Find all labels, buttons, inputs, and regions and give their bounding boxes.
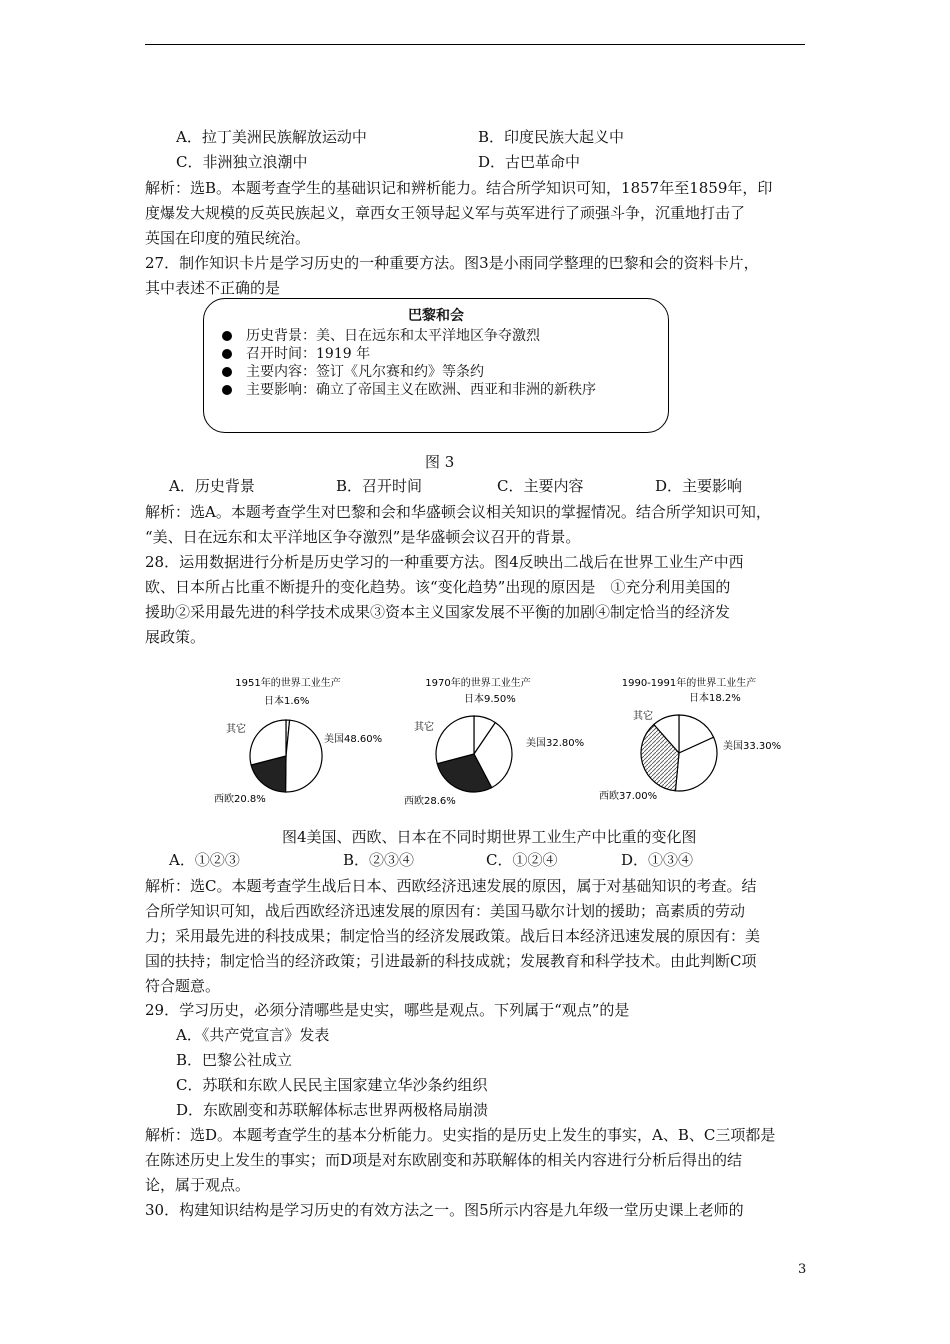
pie-slice-label: 其它 xyxy=(633,711,653,722)
q29-option-a[interactable]: A．《共产党宣言》发表 xyxy=(176,1026,330,1044)
page-number: 3 xyxy=(798,1262,807,1277)
header-rule xyxy=(145,44,805,45)
q29-analysis-line: 解析：选D。本题考查学生的基本分析能力。史实指的是历史上发生的事实，A、B、C三项都是 xyxy=(145,1126,776,1144)
pie-slice-label: 日本1.6% xyxy=(264,696,310,707)
q26-option-c[interactable]: C．非洲独立浪潮中 xyxy=(176,153,308,171)
q26-analysis-line: 解析：选B。本题考查学生的基础识记和辨析能力。结合所学知识可知，1857年至1859年，印 xyxy=(145,179,773,197)
card-title: 巴黎和会 xyxy=(408,308,464,324)
pie-slice-label: 其它 xyxy=(226,724,246,735)
pie-title: 1970年的世界工业生产 xyxy=(425,678,531,689)
fig3-caption: 图 3 xyxy=(425,453,455,471)
bullet-icon xyxy=(222,385,232,395)
fig4-pie-charts xyxy=(0,660,950,820)
q29-option-c[interactable]: C．苏联和东欧人民民主国家建立华沙条约组织 xyxy=(176,1076,488,1094)
q26-analysis-line: 英国在印度的殖民统治。 xyxy=(145,229,311,247)
card-item: 主要内容：签订《凡尔赛和约》等条约 xyxy=(222,363,484,381)
q28-analysis-line: 力；采用最先进的科技成果；制定恰当的经济发展政策。战后日本经济迅速发展的原因有：美 xyxy=(145,927,761,945)
card-item: 主要影响：确立了帝国主义在欧洲、西亚和非洲的新秩序 xyxy=(222,381,596,399)
q28-stem: 28．运用数据进行分析是历史学习的一种重要方法。图4反映出二战后在世界工业生产中西 xyxy=(145,553,744,571)
q26-analysis-line: 度爆发大规模的反英民族起义，章西女王领导起义军与英军进行了顽强斗争，沉重地打击了 xyxy=(145,204,746,222)
q29-option-b[interactable]: B．巴黎公社成立 xyxy=(176,1051,293,1069)
q29-analysis-line: 论，属于观点。 xyxy=(145,1176,251,1194)
pie-slice-label: 西欧37.00% xyxy=(599,791,658,802)
pie-slice xyxy=(286,720,322,792)
q28-analysis-line: 合所学知识可知，战后西欧经济迅速发展的原因有：美国马歇尔计划的援助；高素质的劳动 xyxy=(145,902,746,920)
q26-option-b[interactable]: B．印度民族大起义中 xyxy=(478,128,625,146)
q27-option-c[interactable]: C．主要内容 xyxy=(497,477,584,495)
q28-analysis-line: 符合题意。 xyxy=(145,977,221,995)
q30-stem: 30．构建知识结构是学习历史的有效方法之一。图5所示内容是九年级一堂历史课上老师的 xyxy=(145,1201,744,1219)
q28-option-d[interactable]: D．①③④ xyxy=(621,851,694,869)
q26-option-a[interactable]: A．拉丁美洲民族解放运动中 xyxy=(176,128,367,146)
pie-title: 1990-1991年的世界工业生产 xyxy=(621,678,757,689)
q28-stem: 欧、日本所占比重不断提升的变化趋势。该“变化趋势”出现的原因是 ①充分利用美国的 xyxy=(145,578,731,596)
q29-stem: 29．学习历史，必须分清哪些是史实，哪些是观点。下列属于“观点”的是 xyxy=(145,1001,630,1019)
q27-option-b[interactable]: B．召开时间 xyxy=(336,477,423,495)
pie-slice-label: 其它 xyxy=(414,722,434,733)
q28-stem: 援助②采用最先进的科学技术成果③资本主义国家发展不平衡的加剧④制定恰当的经济发 xyxy=(145,603,731,621)
q27-stem: 其中表述不正确的是 xyxy=(145,279,281,297)
bullet-icon xyxy=(222,331,232,341)
q26-option-d[interactable]: D．古巴革命中 xyxy=(478,153,581,171)
q27-analysis-line: “美、日在远东和太平洋地区争夺激烈”是华盛顿会议召开的背景。 xyxy=(145,528,581,546)
card-item: 历史背景：美、日在远东和太平洋地区争夺激烈 xyxy=(222,327,540,345)
knowledge-card xyxy=(203,298,669,433)
pie-slice-label: 美国48.60% xyxy=(324,734,383,745)
pie-slice-label: 美国33.30% xyxy=(723,741,782,752)
q28-option-a[interactable]: A．①②③ xyxy=(169,851,240,869)
fig4-caption: 图4美国、西欧、日本在不同时期世界工业生产中比重的变化图 xyxy=(282,828,697,846)
q28-option-c[interactable]: C．①②④ xyxy=(486,851,558,869)
pie-title: 1951年的世界工业生产 xyxy=(235,678,341,689)
q27-option-a[interactable]: A．历史背景 xyxy=(169,477,255,495)
q28-stem: 展政策。 xyxy=(145,628,206,646)
pie-slice-label: 西欧28.6% xyxy=(404,796,456,807)
q28-option-b[interactable]: B．②③④ xyxy=(343,851,415,869)
q28-analysis-line: 国的扶持；制定恰当的经济政策；引进最新的科技成就；发展教育和科学技术。由此判断C项 xyxy=(145,952,757,970)
q27-analysis-line: 解析：选A。本题考查学生对巴黎和会和华盛顿会议相关知识的掌握情况。结合所学知识可知， xyxy=(145,503,771,521)
pie-slice-label: 日本18.2% xyxy=(689,693,741,704)
pie-slice-label: 美国32.80% xyxy=(526,738,585,749)
pie-slice-label: 日本9.50% xyxy=(464,694,516,705)
bullet-icon xyxy=(222,367,232,377)
card-item: 召开时间：1919 年 xyxy=(222,345,370,363)
q27-stem: 27．制作知识卡片是学习历史的一种重要方法。图3是小雨同学整理的巴黎和会的资料卡片， xyxy=(145,254,759,272)
pie-slice-label: 西欧20.8% xyxy=(214,794,266,805)
q29-option-d[interactable]: D．东欧剧变和苏联解体标志世界两极格局崩溃 xyxy=(176,1101,489,1119)
q29-analysis-line: 在陈述历史上发生的事实；而D项是对东欧剧变和苏联解体的相关内容进行分析后得出的结 xyxy=(145,1151,743,1169)
bullet-icon xyxy=(222,349,232,359)
q28-analysis-line: 解析：选C。本题考查学生战后日本、西欧经济迅速发展的原因，属于对基础知识的考查。结 xyxy=(145,877,757,895)
q27-option-d[interactable]: D．主要影响 xyxy=(655,477,743,495)
